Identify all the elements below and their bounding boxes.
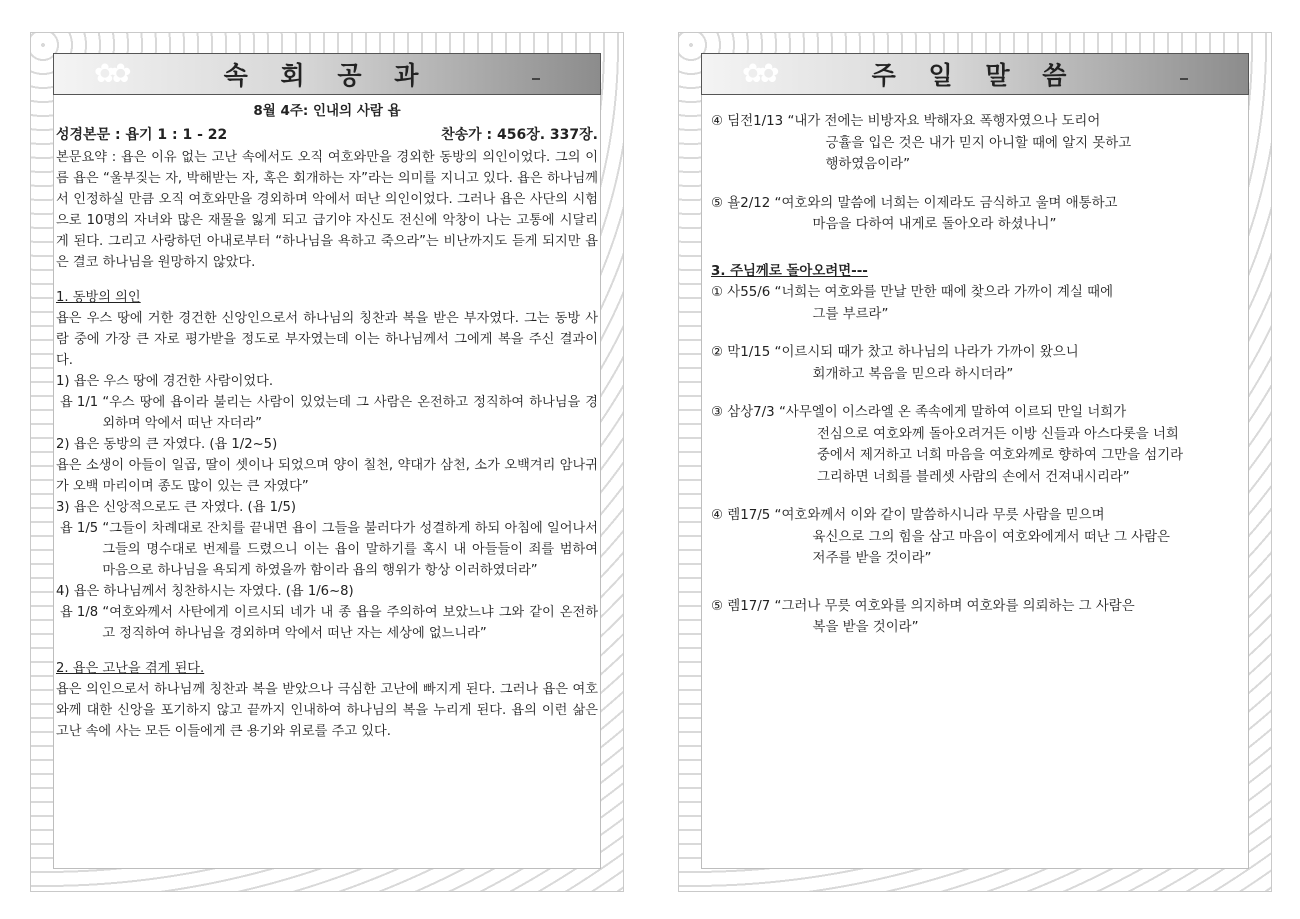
point3: 3) 욥은 신앙적으로도 큰 자였다. (욥 1/5) (56, 500, 296, 515)
verse-line: “이르시되 때가 찼고 하나님의 나라가 가까이 왔으니 (774, 345, 1079, 360)
right-banner-title: 주 일 말 씀 (871, 61, 1079, 90)
verse-item (711, 193, 1243, 236)
verse-ref: ② 막1/15 (711, 345, 775, 360)
left-page (30, 32, 624, 892)
point2-text: 욥은 소생이 아들이 일곱, 딸이 셋이나 되었으며 양이 칠천, 약대가 삼천, 소가 오백겨리 암나귀가 오백 마리이며 종도 많이 있는 큰 자였다” (56, 458, 598, 494)
verse3-text: “그들이 차례대로 잔치를 끝내면 욥이 그들을 불러다가 성결하게 하되 아침에 일어나서 그들의 명수대로 번제를 드렸으니 이는 욥이 말하기를 혹시 내 아들들이 죄를 범하여 마음으로 하나님을 욕되게 하였을까 함이라 욥의 행위가 항상 이러하였더라” (102, 521, 598, 578)
verse-ref: ① 사55/6 (711, 285, 775, 300)
section1-intro: 욥은 우스 땅에 거한 경건한 신앙인으로서 하나님의 칭찬과 복을 받은 부자였다. 그는 동방 사람 중에 가장 큰 자로 평가받을 정도로 부자였는데 이는 하나님께서 그에게 복을 주신 결과이다. (56, 311, 598, 368)
point2: 2) 욥은 동방의 큰 자였다. (욥 1/2~5) (56, 437, 278, 452)
verse-line: “내가 전에는 비방자요 박해자요 폭행자였으나 도리어 (787, 114, 1101, 129)
verse-ref: ⑤ 렘17/7 (711, 598, 775, 614)
verse-line: 저주를 받을 것이라” (812, 551, 932, 566)
verse4 (56, 602, 598, 644)
verse-line: “여호와의 말씀에 너희는 이제라도 금식하고 울며 애통하고 (774, 195, 1118, 211)
hymn-numbers: 찬송가 : 456장. 337장. (441, 127, 598, 143)
banner-dash-decoration (1180, 78, 1188, 80)
verse-item (711, 282, 1243, 325)
banner-dash-decoration (532, 78, 540, 80)
verse-line: 행하였음이라” (825, 157, 911, 172)
flower-decoration-icon: ✿✿ (742, 59, 774, 89)
section2-text: 욥은 의인으로서 하나님께 칭찬과 복을 받았으나 극심한 고난에 빠지게 된다. 그러나 욥은 여호와께 대한 신앙을 포기하지 않고 끝까지 인내하여 하나님의 복을 누리게 된다. 욥의 이런 삶은 고난 속에 사는 모든 이들에게 큰 용기와 위로를 주고 있다. (56, 682, 598, 739)
verse-line: “너희는 여호와를 만날 만한 때에 찾으라 가까이 계실 때에 (774, 285, 1114, 300)
summary-text: 본문요약 : 욥은 이유 없는 고난 속에서도 오직 여호와만을 경외한 동방의 의인이었다. 그의 이름 욥은 “울부짖는 자, 박해받는 자, 혹은 회개하는 자”라는 의미를 지니고 있다. 욥은 하나님께서 인정하실 만큼 오직 여호와만을 경외하며 악에서 떠난 의인이었다. 그러나 욥은 사단의 시험으로 10명의 자녀와 많은 재물을 잃게 되고 급기야 자신도 전신에 악창이 나는 고통에 시달리게 된다. 그리고 사랑하던 아내로부터 “하나님을 욕하고 죽으라”는 비난까지도 듣게 되지만 욥은 결코 하나님을 원망하지 않았다. (56, 150, 598, 270)
verse1-text: “우스 땅에 욥이라 불리는 사람이 있었는데 그 사람은 온전하고 정직하여 하나님을 경외하며 악에서 떠난 자더라” (102, 395, 598, 431)
point1: 1) 욥은 우스 땅에 경건한 사람이었다. (56, 374, 274, 389)
verse-item (711, 342, 1243, 385)
verse-line: “그러나 무릇 여호와를 의지하며 여호와를 의뢰하는 그 사람은 (774, 598, 1135, 614)
verse-line: 중에서 제거하고 너희 마음을 여호와께로 향하여 그만을 섬기라 (816, 448, 1184, 463)
verse-item (711, 596, 1243, 639)
verse3 (56, 518, 598, 581)
right-content (711, 111, 1243, 639)
verse-line: 마음을 다하여 내게로 돌아오라 하셨나니” (812, 217, 1057, 232)
verse4-ref: 욥 1/8 (60, 605, 103, 620)
verse-line: 육신으로 그의 힘을 삼고 마음이 여호와에게서 떠난 그 사람은 (812, 529, 1170, 545)
verse-ref: ④ 렘17/5 (711, 508, 775, 523)
verse-ref: ⑤ 욜2/12 (711, 195, 775, 211)
section3-heading: 3. 주님께로 돌아오려면--- (711, 263, 868, 279)
verse-line: “사무엘이 이스라엘 온 족속에게 말하여 이르되 만일 너희가 (778, 405, 1127, 420)
verse-item (711, 111, 1243, 176)
verse-ref: ④ 딤전1/13 (711, 114, 788, 129)
left-title-banner (53, 53, 601, 95)
verse1 (56, 392, 598, 434)
lesson-title: 8월 4주: 인내의 사람 욥 (253, 103, 401, 119)
flower-decoration-icon: ✿✿ (94, 59, 126, 89)
point4: 4) 욥은 하나님께서 칭찬하시는 자였다. (욥 1/6~8) (56, 584, 354, 599)
meta-row (56, 125, 598, 146)
scripture-reference: 성경본문 : 욥기 1 : 1 - 22 (56, 127, 228, 143)
verse-item (711, 505, 1243, 570)
verse1-ref: 욥 1/1 (60, 395, 103, 410)
verse-line: 회개하고 복음을 믿으라 하시더라” (812, 366, 1014, 382)
verse4-text: “여호와께서 사탄에게 이르시되 네가 내 종 욥을 주의하여 보았느냐 그와 같이 온전하고 정직하여 하나님을 경외하며 악에서 떠난 자는 세상에 없느니라” (102, 605, 598, 641)
verse-line: 그를 부르라” (812, 306, 889, 322)
verse-line: 긍휼을 입은 것은 내가 믿지 아니할 때에 알지 못하고 (825, 135, 1132, 151)
verse-line: 전심으로 여호와께 돌아오려거든 이방 신들과 아스다롯을 너희 (816, 426, 1179, 442)
verse3-ref: 욥 1/5 (60, 521, 103, 536)
verse-line: “여호와께서 이와 같이 말씀하시니라 무릇 사람을 믿으며 (774, 508, 1105, 523)
right-page (678, 32, 1272, 892)
left-content (56, 101, 598, 742)
left-banner-title: 속 회 공 과 (223, 61, 431, 90)
verse-ref: ③ 삼상7/3 (711, 405, 779, 420)
verse-item (711, 402, 1243, 488)
section1-heading: 1. 동방의 의인 (56, 290, 141, 305)
verse-line: 그리하면 너희를 블레셋 사람의 손에서 건져내시리라” (816, 469, 1130, 485)
right-title-banner (701, 53, 1249, 95)
section2-heading: 2. 욥은 고난을 겪게 된다. (56, 661, 205, 676)
verse-line: 복을 받을 것이라” (812, 620, 919, 635)
